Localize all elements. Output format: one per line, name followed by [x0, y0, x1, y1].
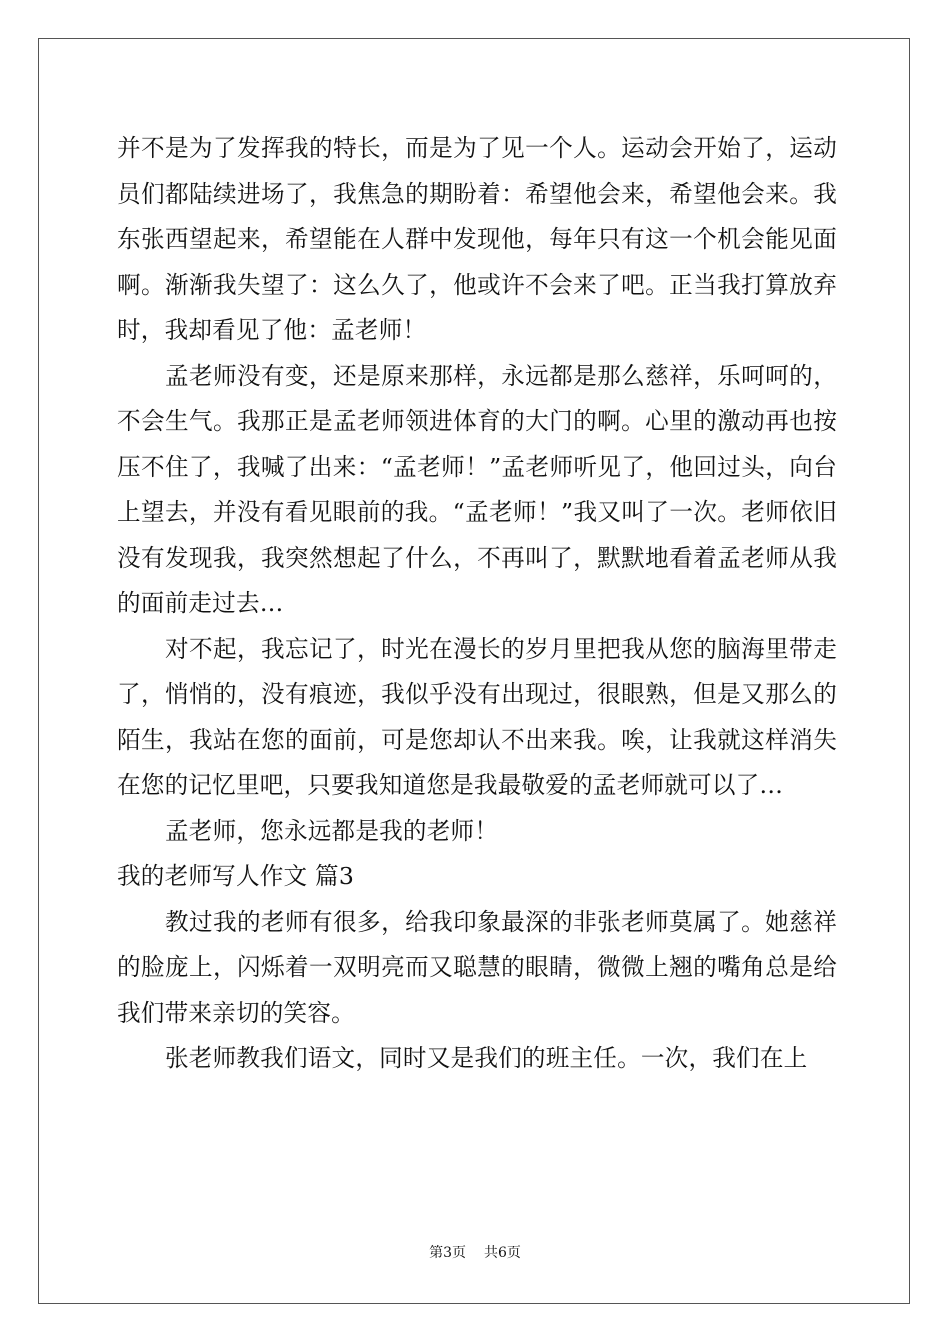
paragraph: 张老师教我们语文，同时又是我们的班主任。一次，我们在上: [165, 1044, 808, 1072]
paragraph: 对不起，我忘记了，时光在漫长的岁月里把我从您的脑海里带走了，悄悄的，没有痕迹，我似乎没有出现过，很眼熟，但是又那么的陌生，我站在您的面前，可是您却认不出来我。唉，让我就这样消失在您的记忆里吧，只要我知道您是我最敬爱的孟老师就可以了…: [117, 634, 837, 799]
paragraph: 并不是为了发挥我的特长，而是为了见一个人。运动会开始了，运动员们都陆续进场了，我焦急的期盼着：希望他会来，希望他会来。我东张西望起来，希望能在人群中发现他，每年只有这一个机会能见面啊。渐渐我失望了：这么久了，他或许不会来了吧。正当我打算放弃时，我却看见了他：孟老师！: [117, 134, 837, 344]
paragraph: 孟老师，您永远都是我的老师！: [165, 816, 499, 845]
paragraph: 孟老师没有变，还是原来那样，永远都是那么慈祥，乐呵呵的，不会生气。我那正是孟老师领进体育的大门的啊。心里的激动再也按压不住了，我喊了出来：“孟老师！”孟老师听见了，他回过头，向台上望去，并没有看见眼前的我。“孟老师！”我又叫了一次。老师依旧没有发现我，我突然想起了什么，不再叫了，默默地看着孟老师从我的面前走过去…: [117, 361, 837, 617]
document-body: [117, 126, 837, 1082]
page-number: 第3页: [429, 1245, 466, 1261]
page-footer: [0, 1243, 950, 1263]
page-total: 共6页: [484, 1245, 521, 1261]
section-heading: 我的老师写人作文 篇3: [117, 862, 355, 890]
paragraph: 教过我的老师有很多，给我印象最深的非张老师莫属了。她慈祥的脸庞上，闪烁着一双明亮而又聪慧的眼睛，微微上翘的嘴角总是给我们带来亲切的笑容。: [117, 907, 837, 1027]
